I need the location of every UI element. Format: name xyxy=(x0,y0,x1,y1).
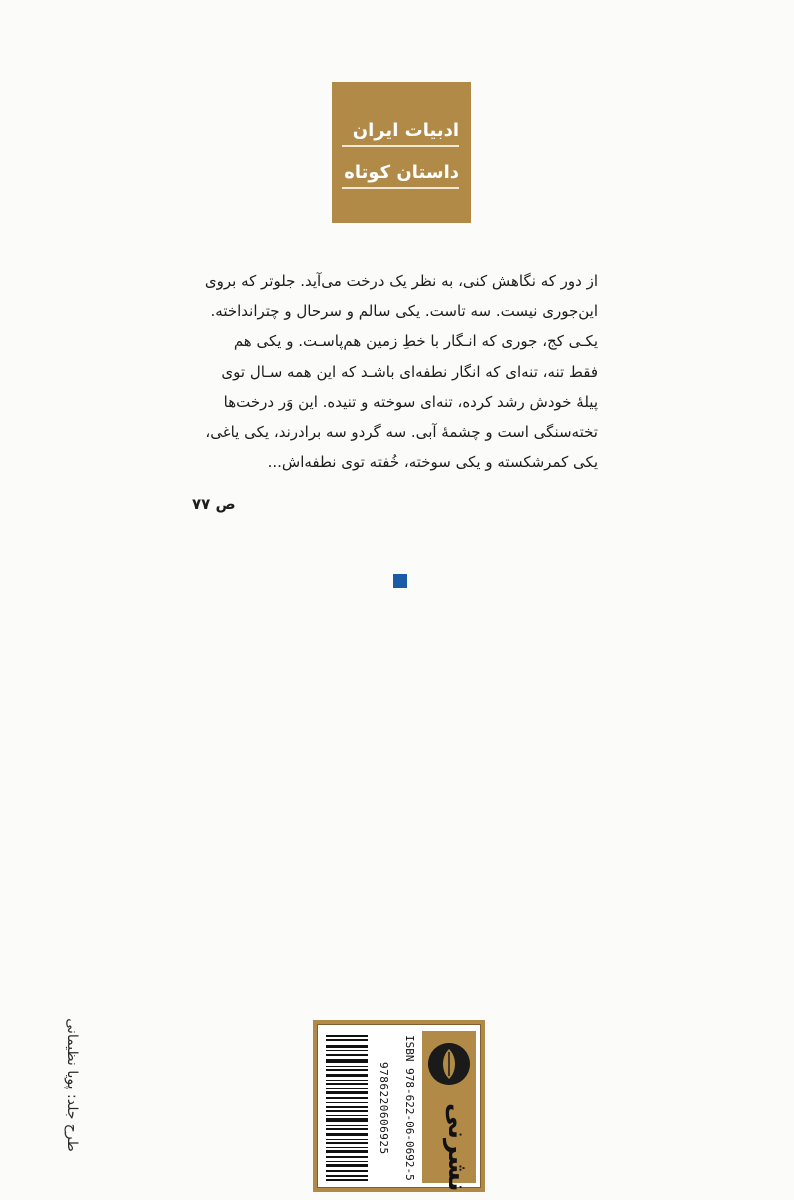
excerpt-line: از دور که نگاهش کنی، به نظر یک درخت می‌آید. جلوتر که بروی xyxy=(204,272,598,290)
excerpt-line: این‌جوری نیست. سه تاست. یکی سالم و سرحال و چترانداخته. xyxy=(210,302,598,321)
nashr-ney-logo-icon xyxy=(428,1043,470,1085)
isbn-panel xyxy=(317,1024,481,1192)
isbn-number: ISBN 978-622-06-0692-5 xyxy=(403,1035,416,1181)
publisher-name: نشرنی xyxy=(442,1103,472,1192)
square-marker-icon xyxy=(393,574,407,588)
publisher-logo-block xyxy=(422,1031,476,1192)
cover-designer-credit: طرح جلد: پویا نظیمانی xyxy=(64,1018,80,1152)
excerpt-line: فقط تنه، تنه‌ای که انگار نطفه‌ای باشـد که این همه سـال توی xyxy=(221,362,598,381)
barcode xyxy=(324,1031,420,1183)
excerpt-line: یکی کمرشکسته و یکی سوخته، خُفته توی نطفه‌اش... xyxy=(267,453,598,472)
excerpt-line: تخته‌سنگی است و چشمهٔ آبی. سه گردو سه برادرند، یکی یاغی، xyxy=(205,423,598,442)
page-reference: ص ۷۷ xyxy=(192,495,236,513)
series-label-box xyxy=(332,82,471,223)
isbn-publisher-block xyxy=(313,1020,485,1192)
excerpt-text xyxy=(192,266,598,477)
excerpt-line: یکـی کج، جوری که انـگار با خطِ زمین هم‌پاسـت. و یکی هم xyxy=(233,332,598,351)
series-title-literature: ادبیات ایران xyxy=(342,120,459,147)
barcode-digits: 9786220606925 xyxy=(377,1061,390,1155)
barcode-icon xyxy=(326,1035,368,1181)
series-title-short-story: داستان کوتاه xyxy=(342,162,459,189)
excerpt-line: پیلهٔ خودش رشد کرده، تنه‌ای سوخته و تنیده. این وَر درخت‌ها xyxy=(223,392,598,411)
